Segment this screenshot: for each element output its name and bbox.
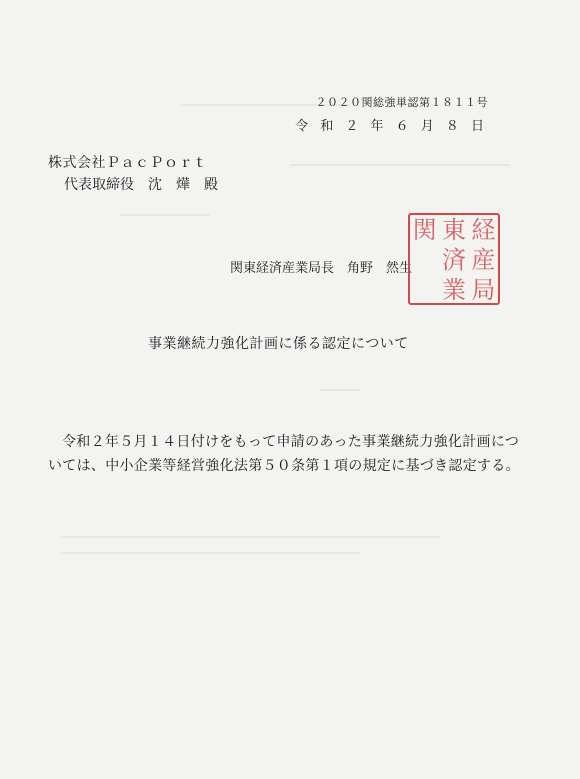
bleed-through-line xyxy=(60,536,440,538)
seal-char xyxy=(410,275,439,305)
bleed-through-line xyxy=(120,214,210,216)
seal-characters xyxy=(410,215,498,303)
document-number: ２０２０関総強単認第１８１１号 xyxy=(315,96,488,109)
recipient-person: 代表取締役 沈 燁 殿 xyxy=(64,177,218,193)
seal-char: 局 xyxy=(471,276,496,304)
seal-char: 経 xyxy=(471,216,496,244)
bleed-through-line xyxy=(320,389,360,391)
bleed-through-line xyxy=(60,552,360,554)
seal-char: 産 xyxy=(471,246,496,274)
document-date: 令 和 ２ 年 ６ 月 ８ 日 xyxy=(295,119,488,134)
seal-char xyxy=(410,245,439,275)
official-seal xyxy=(408,213,500,305)
sender-name: 関東経済産業局長 角野 然生 xyxy=(230,261,413,276)
seal-char: 東 xyxy=(441,216,466,244)
seal-char: 済 xyxy=(441,246,466,274)
document-body: 令和２年５月１４日付けをもって申請のあった事業継続力強化計画については、中小企業等経営強化法第５０条第１項の規定に基づき認定する。 xyxy=(48,434,520,474)
seal-char: 業 xyxy=(441,276,466,304)
bleed-through-line xyxy=(290,164,510,166)
seal-char: 関 xyxy=(412,216,437,244)
document-subject: 事業継続力強化計画に係る認定について xyxy=(148,336,409,352)
recipient-company: 株式会社ＰａｃＰｏｒｔ xyxy=(48,155,208,171)
